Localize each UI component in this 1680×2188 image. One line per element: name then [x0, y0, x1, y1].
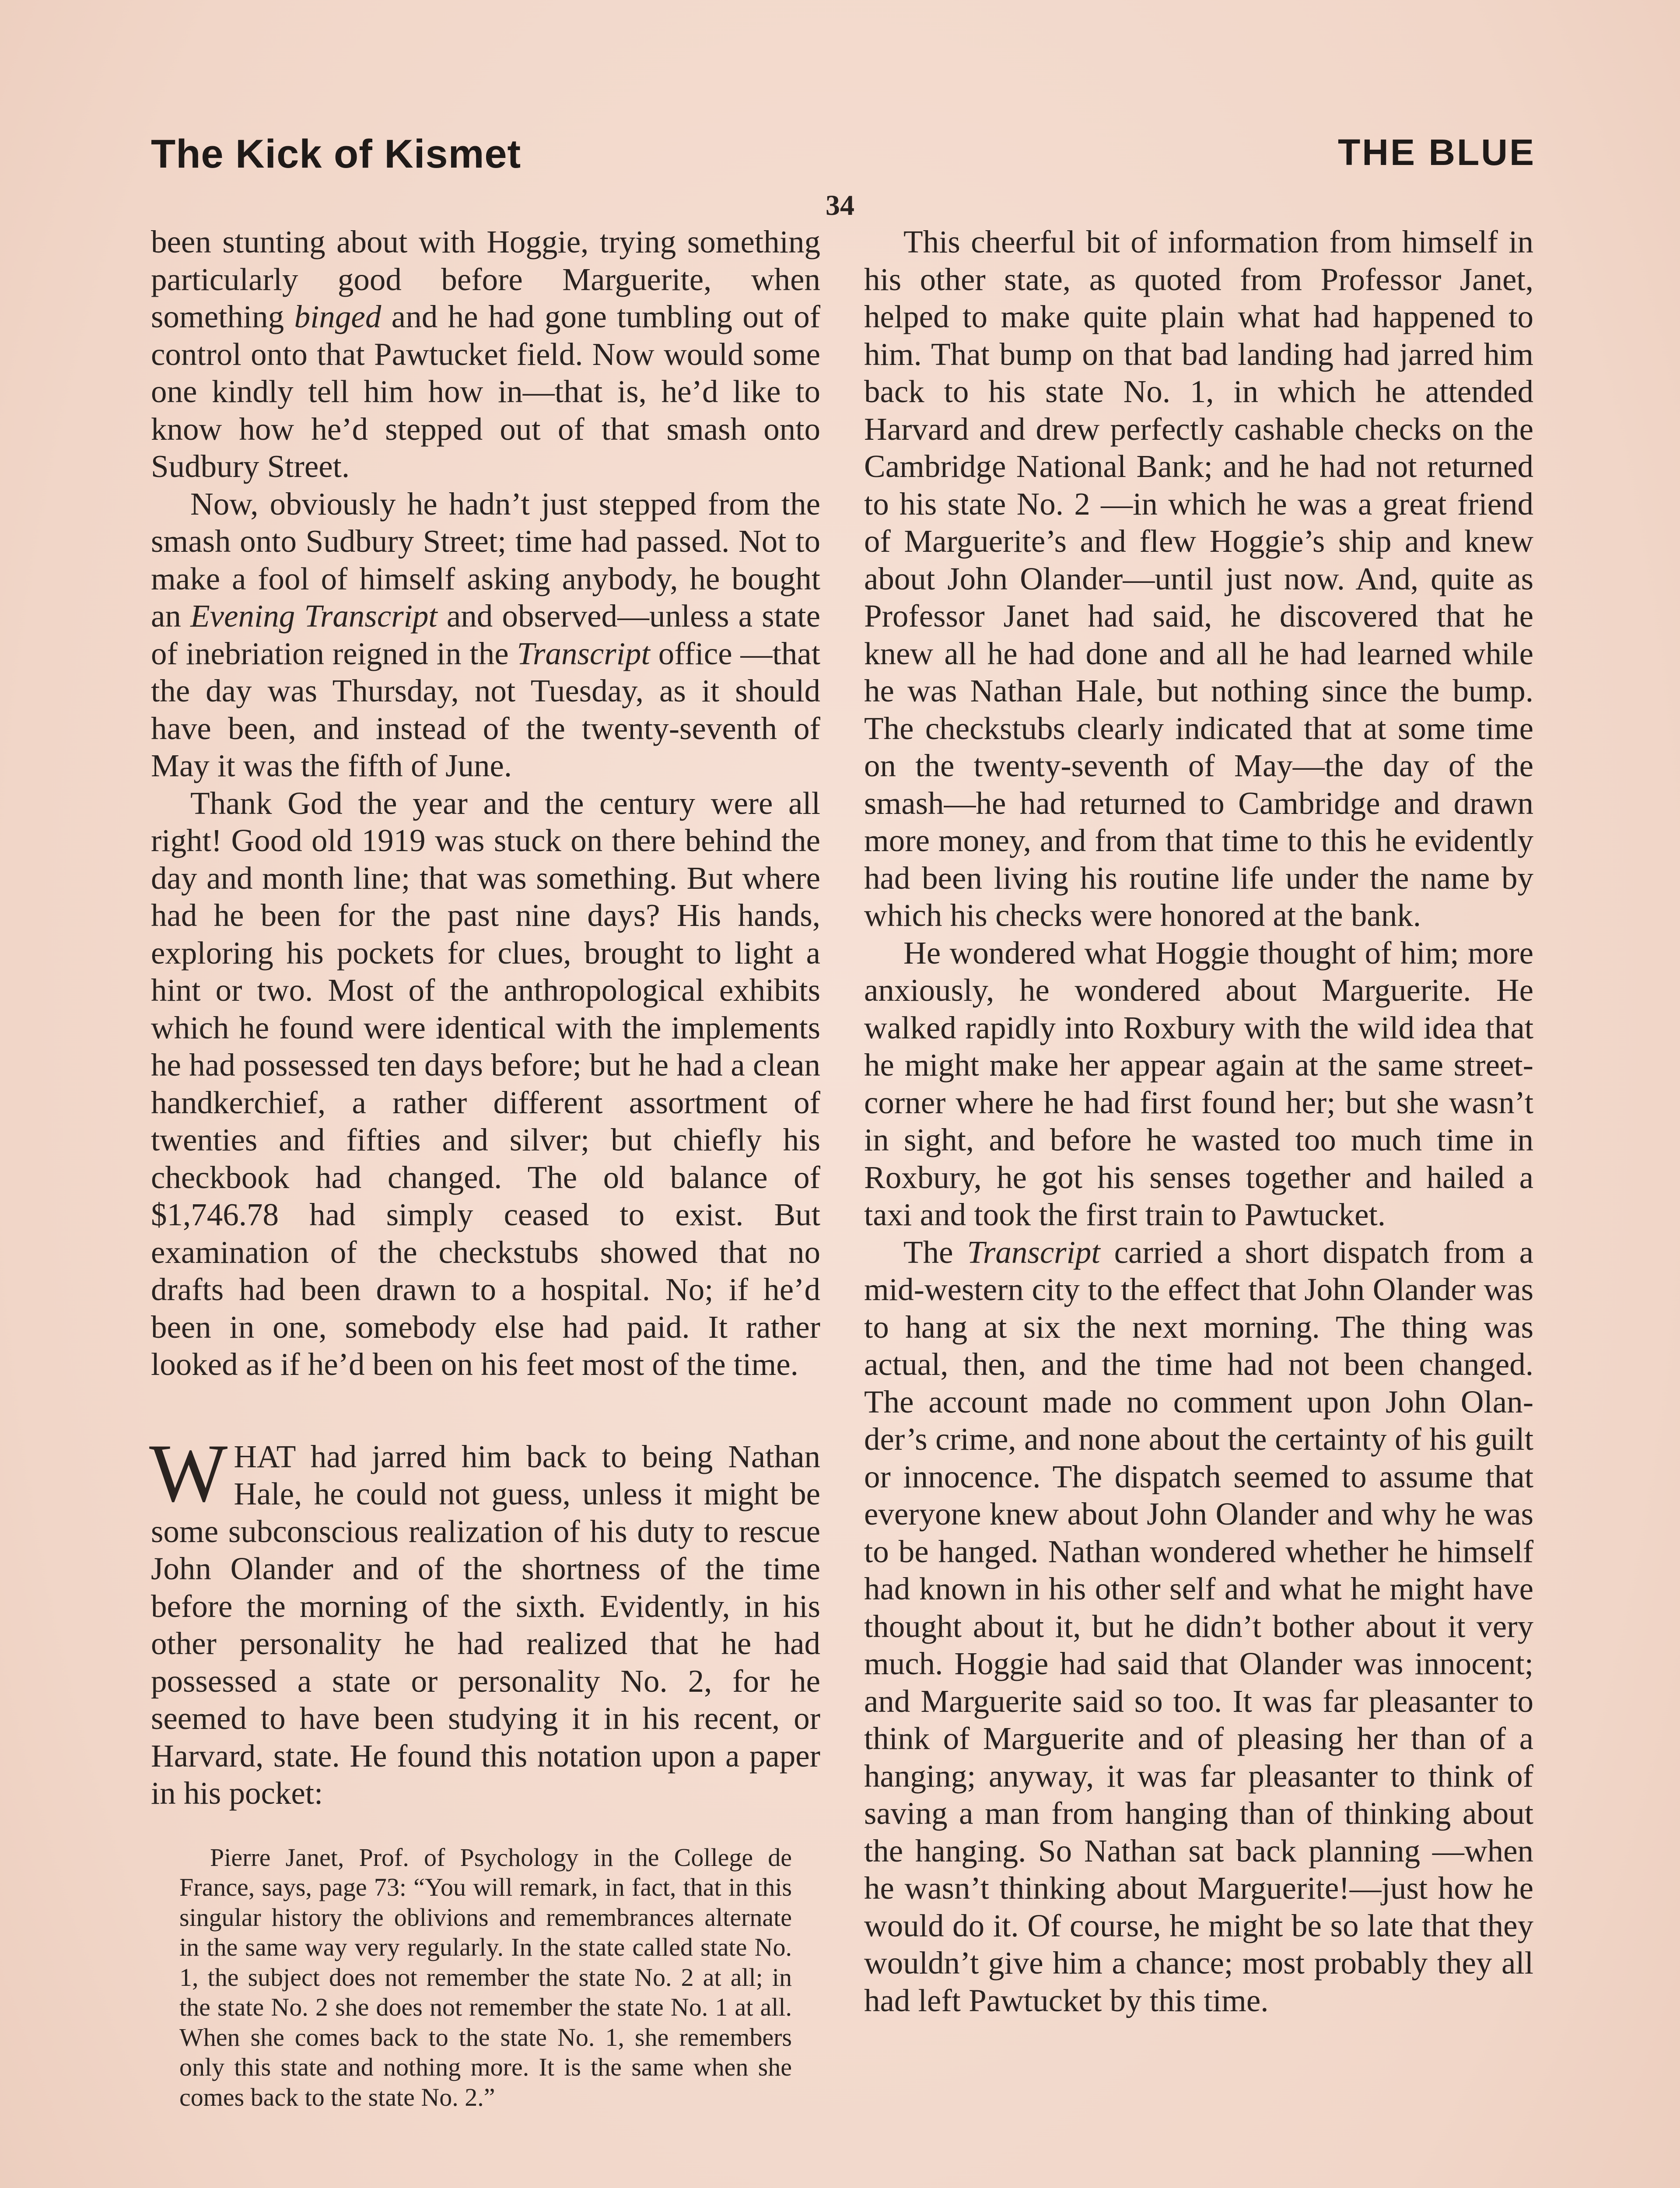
text-run: HAT had jarred him back to being Nathan Hale, he could not guess, unless it might be some subconscious realization of his duty to rescue John Olander and of the shortness of the time before the morning of the sixth. Evidently, in his other personality he had realized that he had possessed a state or personality No. 2, for he seemed to have been studying it in his recent, or Harvard, state. He found this notation upon a paper in his pocket: [151, 1438, 820, 1811]
section-opening-paragraph [149, 1427, 820, 1812]
paragraph: Thank God the year and the century were all right! Good old 1919 was stuck on there behind the day and month line; that was something. But where had he been for the past nine days? His hands, exploring his pockets for clues, brought to light a hint or two. Most of the anthropological exhibits which he found were identical with the implements he had possessed ten days before; but he had a clean handkerchief, a rather different assortment of twenties and fifties and silver; but chiefly his checkbook had changed. The old balance of $1,746.78 had simply ceased to exist. But examination of the checkstubs showed that no drafts had been drawn to a hospital. No; if he’d been in one, somebody else had paid. It rather looked as if he’d been on his feet most of the time. [151, 785, 820, 1382]
paragraph [864, 1234, 1533, 2020]
page-number: 34 [826, 189, 854, 221]
text-run: and he had gone tumbling out of control onto that Pawtucket field. Now would some one kindly tell him how in—that is, he’d like to know how he’d stepped out of that smash onto Sudbury Street. [151, 299, 820, 484]
drop-cap: W [149, 1427, 228, 1519]
right-column [864, 223, 1533, 2019]
paragraph: This cheerful bit of information from himself in his other state, as quoted from Professor Janet, helped to make quite plain what had happened to him. That bump on that bad landing had jarred him back to his state No. 1, in which he attended Harvard and drew perfectly cashable checks on the Cambridge National Bank; and he had not returned to his state No. 2 —in which he was a great friend of Marguerite’s and flew Hoggie’s ship and knew about John Olander—until just now. And, quite as Professor Janet had said, he discovered that he knew all he had done and all he had learned while he was Nathan Hale, but nothing since the bump. The checkstubs clearly indicated that at some time on the twenty-seventh of May—the day of the smash—he had returned to Cambridge and drawn more money, and from that time to this he evidently had been living his routine life under the name by which his checks were honored at the bank. [864, 224, 1533, 933]
text-run: The [903, 1234, 967, 1270]
text-run: Now, obviously he hadn’t just stepped from the smash onto Sudbury Street; time had passed. Not to make a fool of himself asking anybody, he bought an [151, 486, 820, 634]
paragraph: He wondered what Hoggie thought of him; more anxiously, he wondered about Marguerite. He walked rapidly into Roxbury with the wild idea that he might make her appear again at the same street-corner where he had first found her; but she wasn’t in sight, and before he wasted too much time in Roxbury, he got his senses together and hailed a taxi and took the first train to Pawtucket. [864, 935, 1533, 1232]
italic-text: Evening Transcript [190, 598, 438, 634]
paragraph [151, 485, 820, 785]
magazine-name: THE BLUE [1338, 132, 1536, 173]
text-run: and observed—unless a state of inebriation reigned in the [151, 598, 820, 671]
italic-text: Transcript [517, 635, 650, 671]
paragraph [151, 223, 820, 485]
text-run: office —that the day was Thursday, not Tuesday, as it should have been, and instead of the twenty-seventh of May it was the fifth of June. [151, 635, 820, 783]
left-column [151, 223, 820, 2112]
italic-text: binged [294, 299, 382, 334]
story-title: The Kick of Kismet [151, 132, 522, 176]
text-run: been stunting about with Hoggie, trying something particularly good before Marguerite, when something [151, 224, 820, 334]
italic-text: Transcript [967, 1234, 1100, 1270]
running-head [151, 127, 1536, 188]
block-quote: Pierre Janet, Prof. of Psychology in the College de France, says, page 73: “You will remark, in fact, that in this singular history the oblivions and remembrances alternate in the same way very regularly. In the state called state No. 1, the subject does not remember the state No. 2 at all; in the state No. 2 she does not remember the state No. 1 at all. When she comes back to the state No. 1, she remembers only this state and nothing more. It is the same when she comes back to the state No. 2.” [179, 1843, 792, 2111]
text-run: carried a short dispatch from a mid-western city to the effect that John Olander was to hang at six the next morning. The thing was actual, then, and the time had not been changed. The account made no comment upon John Olander’s crime, and none about the certainty of his guilt or innocence. The dispatch seemed to assume that everyone knew about John Olander and why he was to be hanged. Nathan wondered whether he himself had known in his other self and what he might have thought about it, but he didn’t bother about it very much. Hoggie had said that Olander was innocent; and Marguerite said so too. It was far pleasanter to think of Marguerite and of pleasing her than of a hanging; anyway, it was far pleasanter to think of saving a man from hanging than of thinking about the hanging. So Nathan sat back planning —when he wasn’t thinking about Marguerite!—just how he would do it. Of course, he might be so late that they wouldn’t give him a chance; most probably they all had left Pawtucket by this time. [864, 1234, 1533, 2018]
